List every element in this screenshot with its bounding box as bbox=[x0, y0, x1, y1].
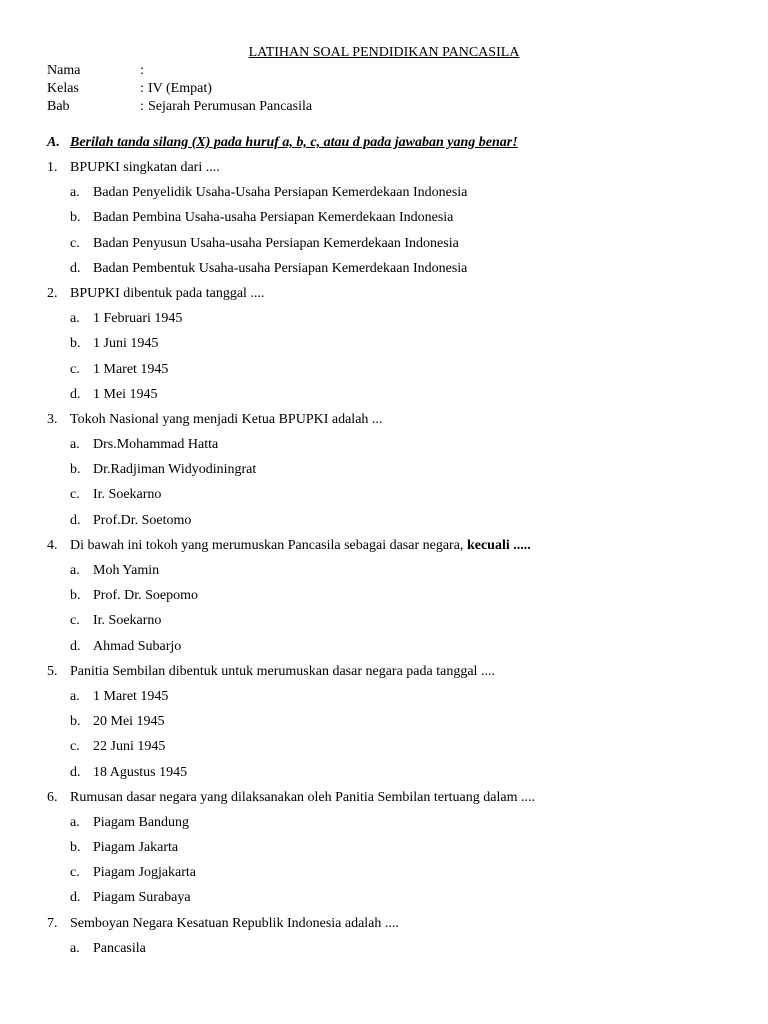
question-text bbox=[70, 284, 264, 309]
answer-option[interactable] bbox=[47, 611, 747, 636]
answer-option[interactable] bbox=[47, 208, 747, 233]
question-text-main: Panitia Sembilan dibentuk untuk merumuskan dasar negara pada tanggal .... bbox=[70, 663, 495, 679]
question-text-main: Semboyan Negara Kesatuan Republik Indonesia adalah .... bbox=[70, 915, 399, 931]
answer-option[interactable] bbox=[47, 888, 747, 913]
answer-option[interactable] bbox=[47, 183, 747, 208]
question-text bbox=[70, 158, 220, 183]
question-text-emphasis: kecuali ..... bbox=[466, 537, 531, 553]
option-text: Badan Pembentuk Usaha-usaha Persiapan Kemerdekaan Indonesia bbox=[93, 260, 468, 276]
option-text: Ir. Soekarno bbox=[93, 487, 162, 503]
info-row-nama bbox=[47, 62, 312, 80]
question-number: 4. bbox=[47, 537, 58, 553]
question-number: 7. bbox=[47, 915, 58, 931]
option-text: 22 Juni 1945 bbox=[93, 739, 166, 755]
answer-option[interactable] bbox=[47, 939, 747, 964]
question-number: 5. bbox=[47, 663, 58, 679]
option-text: Dr.Radjiman Widyodiningrat bbox=[93, 462, 257, 478]
info-value: IV (Empat) bbox=[148, 81, 212, 96]
option-text: Ir. Soekarno bbox=[93, 613, 162, 629]
option-letter[interactable]: c. bbox=[70, 865, 80, 881]
info-label: Nama bbox=[47, 63, 81, 78]
option-letter[interactable]: b. bbox=[70, 462, 81, 478]
answer-option[interactable] bbox=[47, 385, 747, 410]
question-number: 2. bbox=[47, 285, 58, 301]
student-info bbox=[47, 62, 312, 116]
question-list bbox=[47, 158, 747, 964]
answer-option[interactable] bbox=[47, 334, 747, 359]
option-letter[interactable]: b. bbox=[70, 336, 81, 352]
info-separator: : bbox=[140, 63, 144, 78]
question-text-main: Tokoh Nasional yang menjadi Ketua BPUPKI adalah ... bbox=[70, 411, 383, 427]
option-text: Badan Penyelidik Usaha-Usaha Persiapan Kemerdekaan Indonesia bbox=[93, 185, 468, 201]
question-number: 1. bbox=[47, 160, 58, 175]
answer-option[interactable] bbox=[47, 360, 747, 385]
answer-option[interactable] bbox=[47, 838, 747, 863]
answer-option[interactable] bbox=[47, 460, 747, 485]
info-row-kelas bbox=[47, 80, 312, 98]
option-letter[interactable]: c. bbox=[70, 739, 80, 755]
option-text: 1 Mei 1945 bbox=[93, 386, 158, 402]
answer-option[interactable] bbox=[47, 737, 747, 762]
option-text: 1 Maret 1945 bbox=[93, 361, 169, 377]
option-letter[interactable]: d. bbox=[70, 512, 81, 528]
option-text: 20 Mei 1945 bbox=[93, 714, 165, 730]
option-letter[interactable]: b. bbox=[70, 210, 81, 226]
info-value: Sejarah Perumusan Pancasila bbox=[148, 99, 313, 114]
option-letter[interactable]: d. bbox=[70, 386, 81, 402]
question-item bbox=[47, 410, 747, 435]
info-separator: : bbox=[140, 99, 144, 114]
question-item bbox=[47, 788, 747, 813]
option-letter[interactable]: a. bbox=[70, 437, 80, 453]
option-letter[interactable]: a. bbox=[70, 940, 80, 956]
answer-option[interactable] bbox=[47, 259, 747, 284]
answer-option[interactable] bbox=[47, 763, 747, 788]
info-row-bab bbox=[47, 98, 312, 116]
option-letter[interactable]: c. bbox=[70, 361, 80, 377]
option-text: Piagam Surabaya bbox=[93, 890, 191, 906]
question-item bbox=[47, 914, 747, 939]
answer-option[interactable] bbox=[47, 712, 747, 737]
section-instruction: Berilah tanda silang (X) pada huruf a, b, c, atau d pada jawaban yang benar! bbox=[70, 135, 518, 150]
option-letter[interactable]: a. bbox=[70, 814, 80, 830]
option-text: Prof. Dr. Soepomo bbox=[93, 588, 198, 604]
question-number: 3. bbox=[47, 411, 58, 427]
question-text-main: Rumusan dasar negara yang dilaksanakan oleh Panitia Sembilan tertuang dalam .... bbox=[70, 789, 535, 805]
question-text bbox=[70, 914, 399, 939]
question-item bbox=[47, 536, 747, 561]
section-letter: A. bbox=[47, 135, 60, 150]
option-text: Drs.Mohammad Hatta bbox=[93, 437, 219, 453]
option-letter[interactable]: d. bbox=[70, 764, 81, 780]
option-text: Piagam Bandung bbox=[93, 814, 190, 830]
answer-option[interactable] bbox=[47, 687, 747, 712]
option-letter[interactable]: c. bbox=[70, 235, 80, 251]
option-text: Pancasila bbox=[93, 940, 146, 956]
option-letter[interactable]: d. bbox=[70, 890, 81, 906]
answer-option[interactable] bbox=[47, 813, 747, 838]
answer-option[interactable] bbox=[47, 511, 747, 536]
question-item bbox=[47, 284, 747, 309]
answer-option[interactable] bbox=[47, 561, 747, 586]
option-text: 18 Agustus 1945 bbox=[93, 764, 188, 780]
question-text bbox=[70, 662, 495, 687]
question-text-main: BPUPKI singkatan dari .... bbox=[70, 160, 220, 175]
option-letter[interactable]: b. bbox=[70, 714, 81, 730]
option-letter[interactable]: a. bbox=[70, 311, 80, 327]
option-text: Badan Penyusun Usaha-usaha Persiapan Kemerdekaan Indonesia bbox=[93, 235, 459, 251]
answer-option[interactable] bbox=[47, 309, 747, 334]
answer-option[interactable] bbox=[47, 637, 747, 662]
question-text-main: Di bawah ini tokoh yang merumuskan Pancasila sebagai dasar negara, bbox=[70, 537, 467, 553]
answer-option[interactable] bbox=[47, 435, 747, 460]
option-text: Ahmad Subarjo bbox=[93, 638, 182, 654]
document-title bbox=[0, 44, 768, 61]
info-label: Kelas bbox=[47, 81, 79, 96]
option-letter[interactable]: a. bbox=[70, 563, 80, 578]
question-item bbox=[47, 662, 747, 687]
question-text-main: BPUPKI dibentuk pada tanggal .... bbox=[70, 285, 265, 301]
option-letter[interactable]: a. bbox=[70, 185, 80, 201]
document-title-text: LATIHAN SOAL PENDIDIKAN PANCASILA bbox=[248, 45, 520, 60]
option-letter[interactable]: d. bbox=[70, 638, 81, 654]
option-letter[interactable]: c. bbox=[70, 613, 80, 629]
info-label: Bab bbox=[47, 99, 70, 114]
answer-option[interactable] bbox=[47, 863, 747, 888]
answer-option[interactable] bbox=[47, 234, 747, 259]
question-number: 6. bbox=[47, 789, 58, 805]
option-letter[interactable]: b. bbox=[70, 588, 81, 604]
option-letter[interactable]: d. bbox=[70, 260, 81, 276]
question-text bbox=[70, 410, 382, 435]
option-text: Badan Pembina Usaha-usaha Persiapan Kemerdekaan Indonesia bbox=[93, 210, 454, 226]
question-text bbox=[70, 536, 531, 561]
section-heading bbox=[47, 134, 518, 152]
option-text: 1 Februari 1945 bbox=[93, 311, 183, 327]
option-text: Piagam Jogjakarta bbox=[93, 865, 197, 881]
info-separator: : bbox=[140, 81, 144, 96]
option-letter[interactable]: c. bbox=[70, 487, 80, 503]
option-text: 1 Juni 1945 bbox=[93, 336, 159, 352]
option-text: Prof.Dr. Soetomo bbox=[93, 512, 192, 528]
option-text: Piagam Jakarta bbox=[93, 840, 179, 856]
option-letter[interactable]: a. bbox=[70, 688, 80, 704]
question-item bbox=[47, 158, 747, 183]
option-text: Moh Yamin bbox=[93, 563, 160, 578]
option-text: 1 Maret 1945 bbox=[93, 688, 169, 704]
option-letter[interactable]: b. bbox=[70, 840, 81, 856]
question-text bbox=[70, 788, 535, 813]
answer-option[interactable] bbox=[47, 586, 747, 611]
answer-option[interactable] bbox=[47, 485, 747, 510]
